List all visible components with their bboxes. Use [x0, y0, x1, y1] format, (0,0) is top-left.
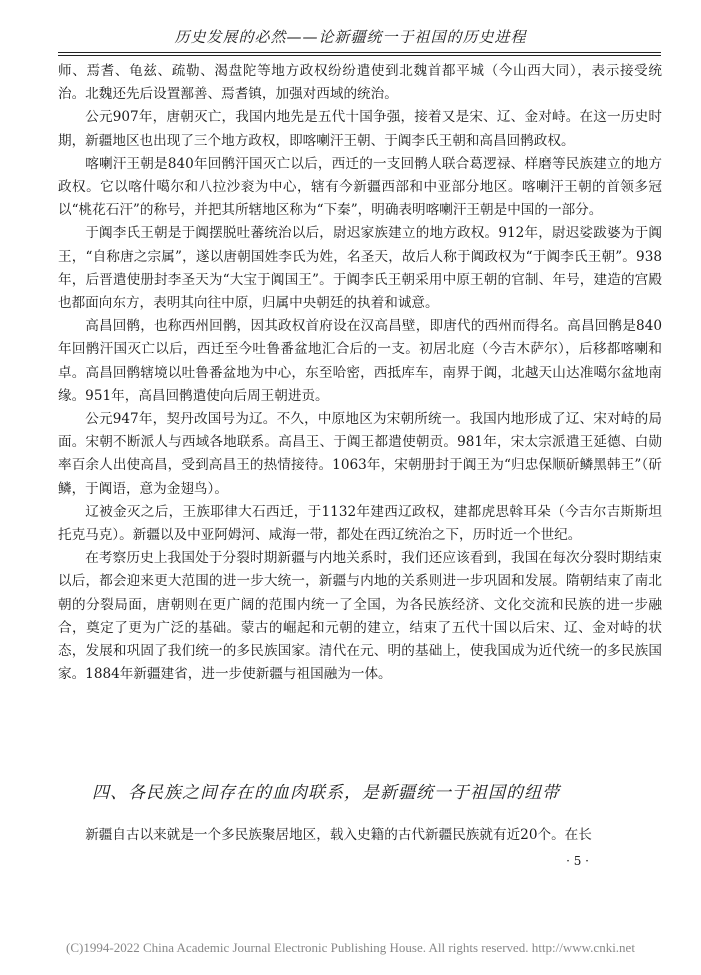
paragraph: 辽被金灭之后，王族耶律大石西迁，于1132年建西辽政权，建都虎思斡耳朵（今吉尔吉斯斯坦托克马克）。新疆以及中亚阿姆河、咸海一带，都处在西辽统治之下，历时近一个世纪。: [58, 503, 662, 544]
article-body: [58, 60, 662, 686]
paragraph: 于阗李氏王朝是于阗摆脱吐蕃统治以后，尉迟家族建立的地方政权。912年，尉迟娑跋婆为于阗王，“自称唐之宗属”，遂以唐朝国姓李氏为姓，名圣天，故后人称于阗政权为“于阗李氏王朝”。938年，后晋遣使册封李圣天为“大宝于阗国王”。于阗李氏王朝采用中原王朝的官制、年号，建造的宫殿也都面向东方，表明其向往中原，归属中央朝廷的执着和诚意。: [58, 225, 662, 312]
section-heading: 四、各民族之间存在的血肉联系，是新疆统一于祖国的纽带: [92, 783, 560, 803]
paragraph-start: 新疆自古以来就是一个多民族聚居地区，载入史籍的古代新疆民族就有近20个。在长: [85, 827, 592, 843]
paragraph: 高昌回鹘，也称西州回鹘，因其政权首府设在汉高昌壁，即唐代的西州而得名。高昌回鹘是840年回鹘汗国灭亡以后，西迁至今吐鲁番盆地汇合后的一支。初居北庭（今吉木萨尔），后移都喀喇和卓。高昌回鹘辖境以吐鲁番盆地为中心，东至哈密，西抵库车，南界于阗，北越天山达准噶尔盆地南缘。951年，高昌回鹘遣使向后周王朝进贡。: [58, 318, 662, 404]
paragraph: 公元907年，唐朝灭亡，我国内地先是五代十国争强，接着又是宋、辽、金对峙。在这一历史时期，新疆地区也出现了三个地方政权，即喀喇汗王朝、于阗李氏王朝和高昌回鹘政权。: [58, 109, 662, 149]
header-rule-thin: [58, 55, 661, 56]
paragraph-continued: 师、焉耆、龟兹、疏勒、渴盘陀等地方政权纷纷遣使到北魏首都平城（今山西大同），表示接受统治。北魏还先后设置鄯善、焉耆镇，加强对西域的统治。: [58, 63, 662, 103]
copyright-footer: (C)1994-2022 China Academic Journal Electronic Publishing House. All rights reserved. http://www.cnki.net: [66, 940, 635, 955]
header-rule: [58, 52, 661, 53]
page-number: · 5 ·: [566, 854, 589, 868]
paragraph: 在考察历史上我国处于分裂时期新疆与内地关系时，我们还应该看到，我国在每次分裂时期结束以后，都会迎来更大范围的进一步大统一，新疆与内地的关系则进一步巩固和发展。隋朝结束了南北朝的分裂局面，唐朝则在更广阔的范围内统一了全国，为各民族经济、文化交流和民族的进一步融合，奠定了更为广泛的基础。蒙古的崛起和元朝的建立，结束了五代十国以后宋、辽、金对峙的状态，发展和巩固了我们统一的多民族国家。清代在元、明的基础上，使我国成为近代统一的多民族国家。1884年新疆建省，进一步使新疆与祖国融为一体。: [58, 550, 662, 683]
paragraph: 喀喇汗王朝是840年回鹘汗国灭亡以后，西迁的一支回鹘人联合葛逻禄、样磨等民族建立的地方政权。它以喀什噶尔和八拉沙衮为中心，辖有今新疆西部和中亚部分地区。喀喇汗王朝的首领多冠以“桃花石汗”的称号，并把其所辖地区称为“下秦”，明确表明喀喇汗王朝是中国的一部分。: [58, 155, 662, 219]
paragraph: 公元947年，契丹改国号为辽。不久，中原地区为宋朝所统一。我国内地形成了辽、宋对峙的局面。宋朝不断派人与西域各地联系。高昌王、于阗王都遣使朝贡。981年，宋太宗派遣王延德、白勋率百余人出使高昌，受到高昌王的热情接待。1063年，宋朝册封于阗王为“归忠保顺斫鳞黑韩王”（斫鳞，于阗语，意为金翅鸟）。: [58, 411, 662, 497]
running-header: 历史发展的必然——论新疆统一于祖国的历史进程: [174, 28, 527, 46]
